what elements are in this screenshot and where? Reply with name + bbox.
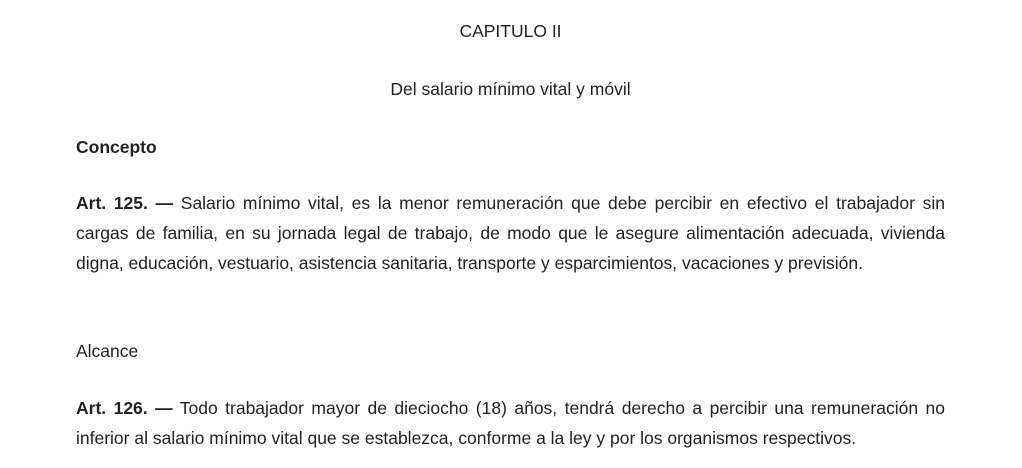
chapter-title: CAPITULO II [459, 21, 562, 41]
section-heading-concepto: Concepto [76, 137, 157, 157]
chapter-subtitle: Del salario mínimo vital y móvil [390, 79, 631, 99]
article-126-text: Todo trabajador mayor de dieciocho (18) años, tendrá derecho a percibir una remuneración no inferior al salario mínimo vital que se establezca, conforme a la ley y por los organismos respectivos. [76, 398, 945, 448]
article-125-text: Salario mínimo vital, es la menor remuneración que debe percibir en efectivo el trabajador sin cargas de familia, en su jornada legal de trabajo, de modo que le asegure alimentación adecuada, vivienda digna, educación, vestuario, asistencia sanitaria, transporte y esparcimientos, vacaciones y previsión. [76, 193, 945, 273]
article-125 [76, 188, 945, 278]
article-126 [76, 393, 945, 453]
article-126-label: Art. 126. — [76, 398, 173, 418]
article-125-label: Art. 125. — [76, 193, 174, 213]
section-heading-alcance: Alcance [76, 341, 139, 361]
